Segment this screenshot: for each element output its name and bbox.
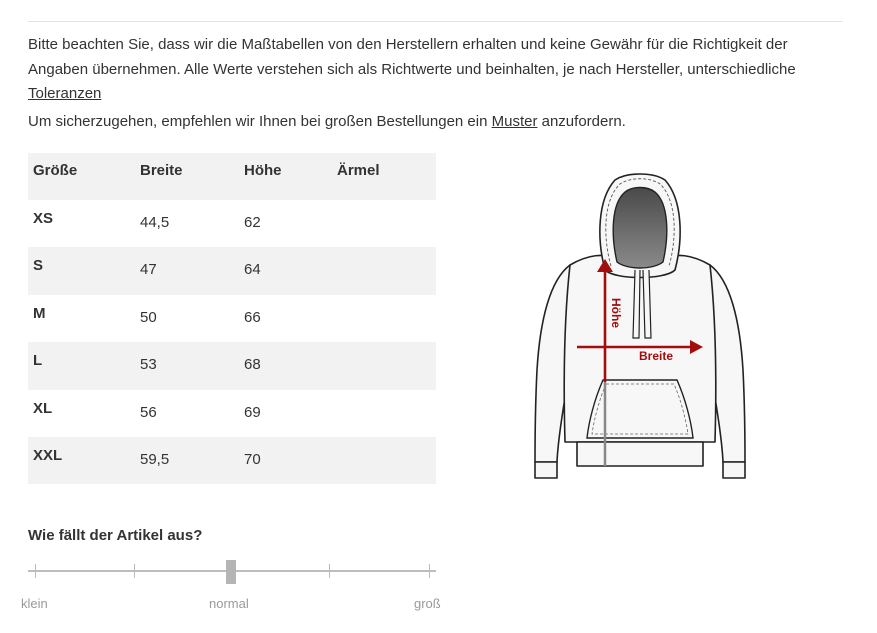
table-row [28, 437, 436, 484]
cell-width: 50 [140, 308, 157, 326]
scale-label-normal: normal [209, 596, 249, 611]
pocket-shape [587, 380, 693, 438]
slider-thumb[interactable] [226, 560, 236, 584]
table-row [28, 200, 436, 247]
left-cuff-shape [535, 462, 557, 478]
width-label: Breite [639, 349, 674, 363]
disclaimer-text [28, 33, 843, 107]
cell-width: 53 [140, 356, 157, 374]
cell-sleeve [332, 437, 436, 484]
rating-title: Wie fällt der Artikel aus? [28, 527, 203, 544]
cell-width: 59,5 [140, 450, 170, 468]
header-sleeve: Ärmel [337, 162, 380, 179]
scale-label-small: klein [21, 596, 48, 611]
cell-height: 69 [244, 403, 261, 421]
cell-sleeve [332, 342, 436, 389]
drawstring-right [643, 270, 651, 338]
cell-height: 68 [244, 356, 261, 374]
cell-size: XL [33, 399, 53, 417]
size-table [28, 153, 436, 484]
cell-width: 47 [140, 261, 157, 279]
cell-size: S [33, 257, 44, 275]
cell-sleeve [332, 200, 436, 247]
header-size: Größe [33, 162, 78, 179]
cell-size: L [33, 352, 43, 370]
sample-link[interactable]: Muster [491, 113, 538, 130]
cell-size: XS [33, 210, 54, 227]
sample-body-end: anzufordern. [537, 113, 626, 130]
top-divider [28, 21, 843, 22]
hoodie-diagram [525, 170, 755, 485]
sample-text [28, 110, 843, 135]
cell-sleeve [332, 295, 436, 342]
slider-tick [35, 564, 36, 578]
hood-opening-shape [613, 188, 667, 269]
cell-width: 56 [140, 403, 157, 421]
sample-body: Um sicherzugehen, empfehlen wir Ihnen bei großen Bestellungen ein [28, 113, 492, 130]
table-row [28, 342, 436, 389]
waistband-shape [577, 442, 703, 466]
header-height: Höhe [244, 162, 282, 179]
table-row [28, 247, 436, 294]
cell-height: 70 [244, 450, 261, 468]
scale-label-large: groß [414, 596, 441, 611]
cell-height: 62 [244, 214, 261, 231]
cell-sleeve [332, 390, 436, 437]
tolerances-link[interactable]: Toleranzen [28, 85, 102, 102]
table-header-row [28, 153, 436, 200]
table-row [28, 295, 436, 342]
cell-sleeve [332, 247, 436, 294]
slider-tick [329, 564, 330, 578]
slider-tick [429, 564, 430, 578]
cell-size: M [33, 304, 46, 322]
height-label: Höhe [609, 298, 623, 328]
right-cuff-shape [723, 462, 745, 478]
disclaimer-body: Bitte beachten Sie, dass wir die Maßtabellen von den Herstellern erhalten und keine Gewähr für die Richtigkeit der Angaben übernehmen. Alle Werte verstehen sich als Richtwerte und beinhalten, je nach Hersteller, unterschiedliche [28, 36, 796, 78]
cell-height: 64 [244, 261, 261, 279]
slider-tick [134, 564, 135, 578]
cell-height: 66 [244, 308, 261, 326]
cell-size: XXL [33, 446, 63, 464]
cell-width: 44,5 [140, 214, 170, 231]
fit-slider[interactable] [28, 560, 438, 586]
header-width: Breite [140, 162, 183, 179]
table-row [28, 390, 436, 437]
